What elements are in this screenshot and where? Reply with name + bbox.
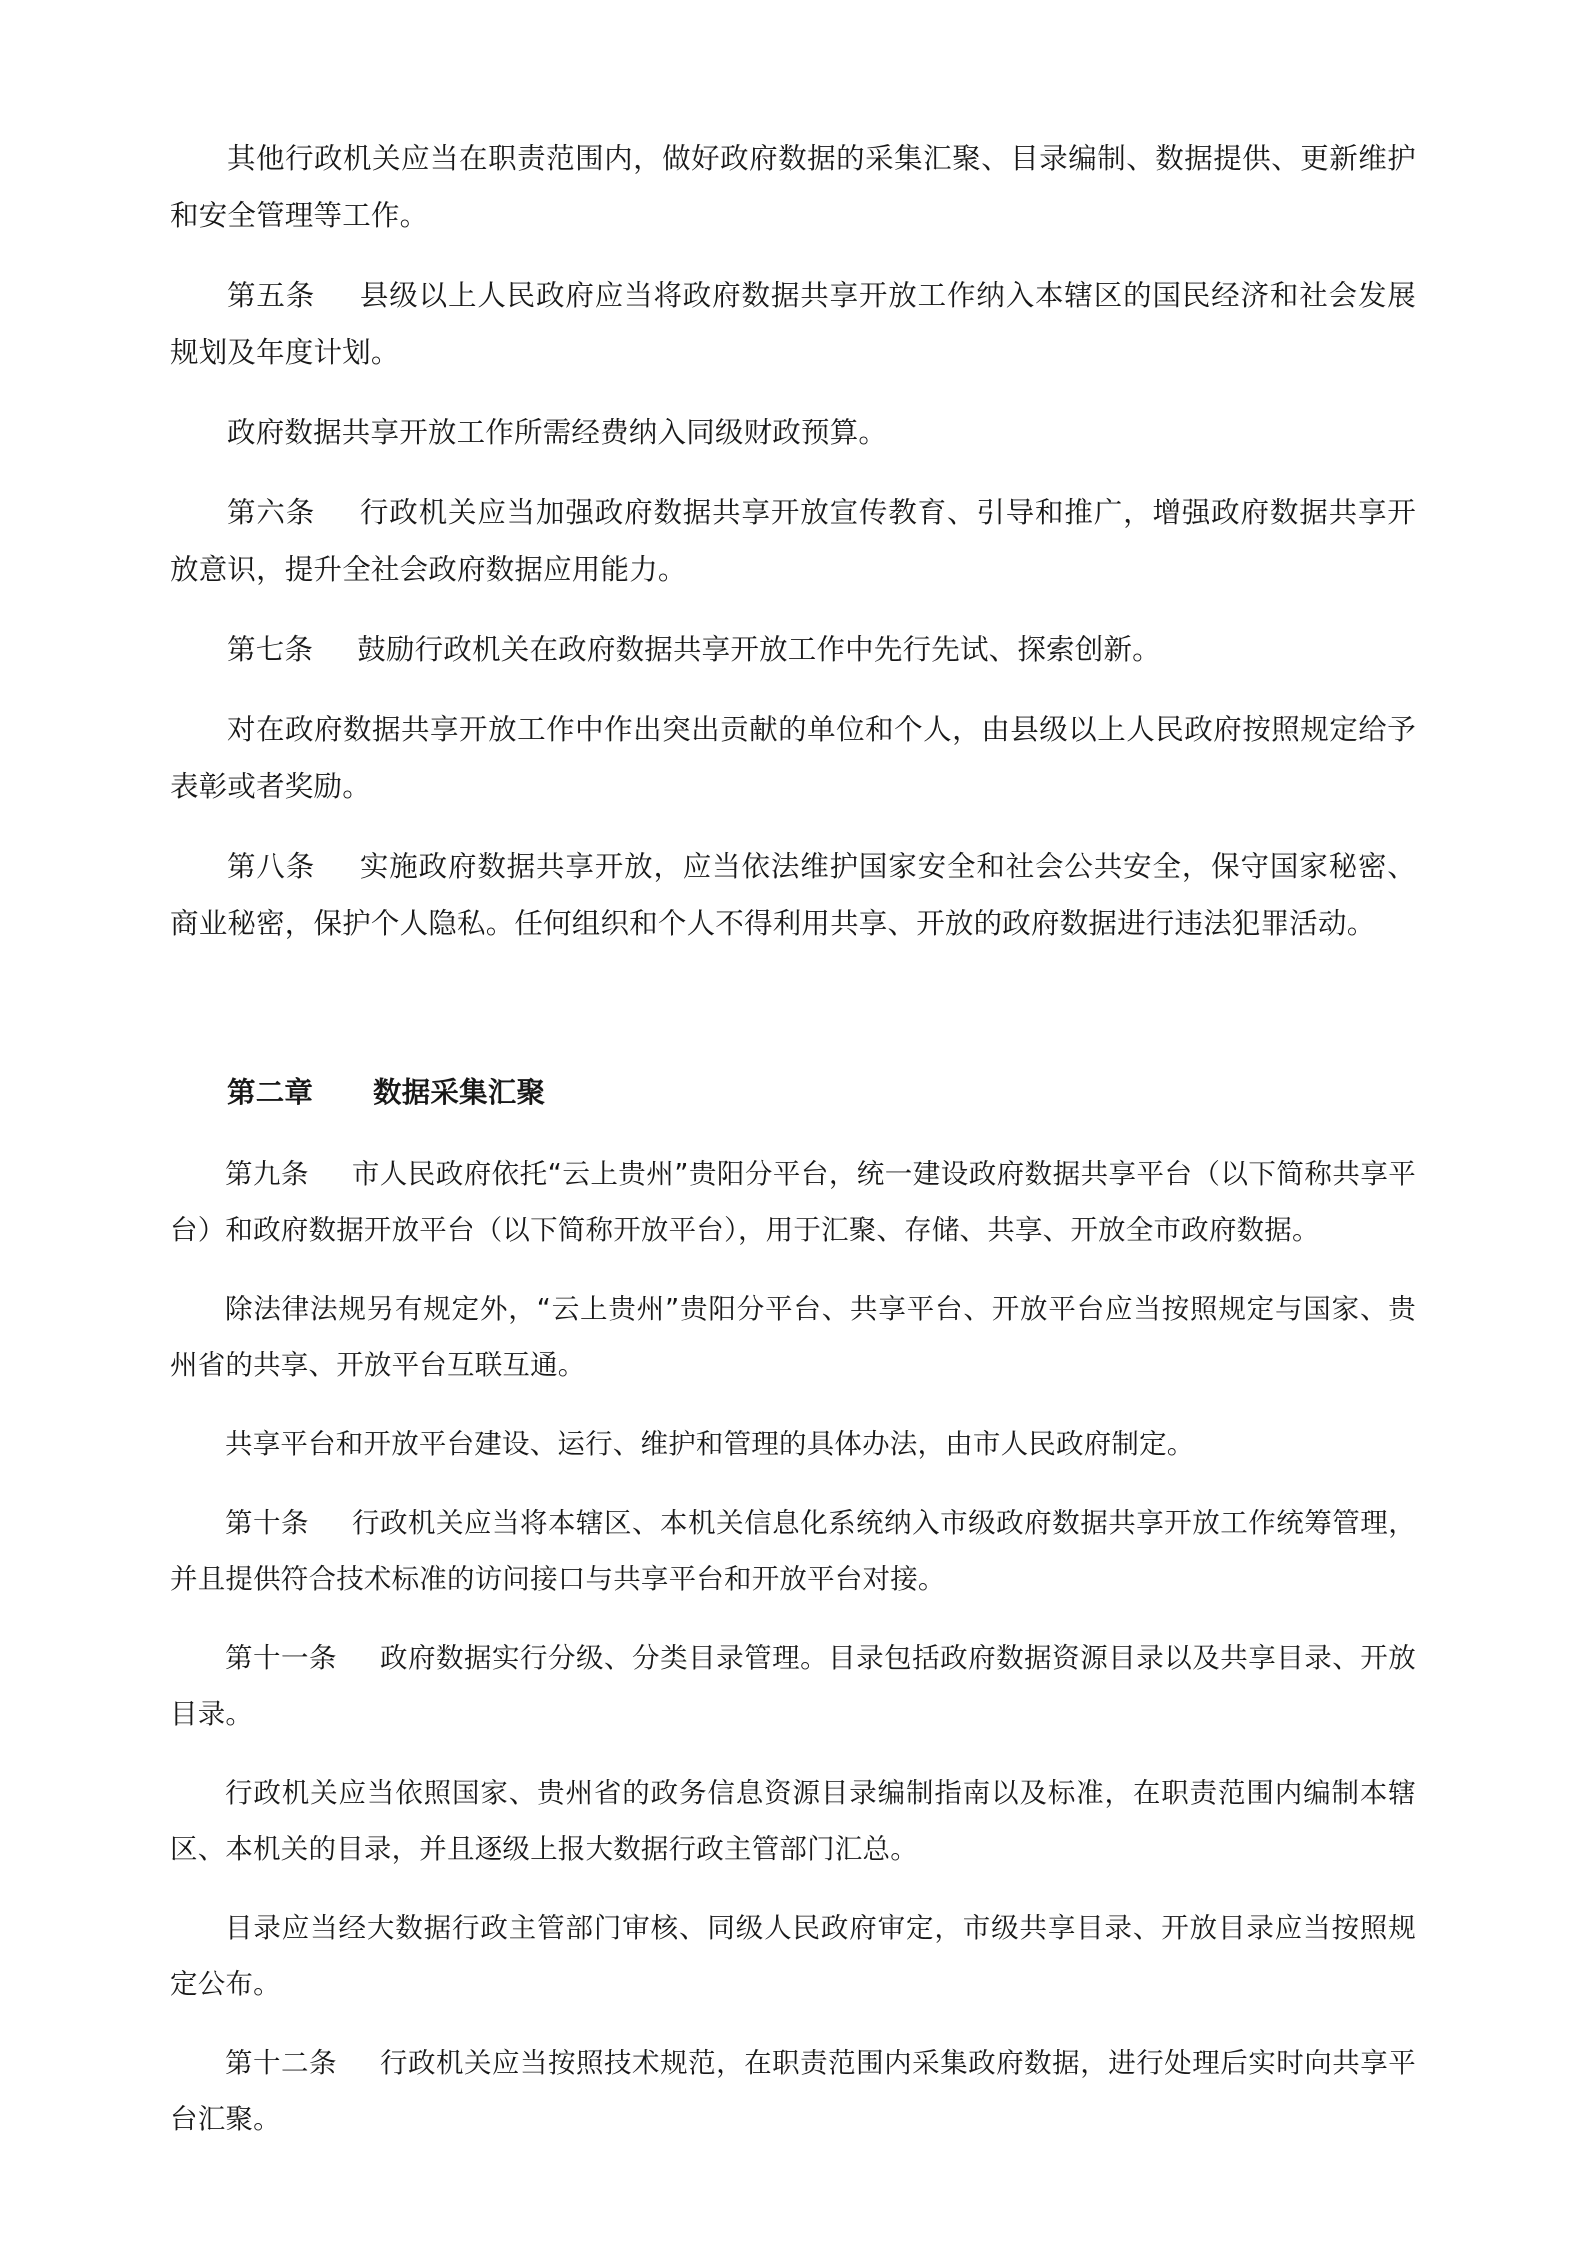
paragraph-catalog-compile: [170, 1765, 1416, 1877]
paragraph-text: 对在政府数据共享开放工作中作出突出贡献的单位和个人，由县级以上人民政府按照规定给予表彰或者奖励。: [170, 713, 1416, 803]
article-number: 第七条: [227, 633, 314, 666]
paragraph-text: 市人民政府依托“云上贵州”贵阳分平台，统一建设政府数据共享平台（以下简称共享平台）和政府数据开放平台（以下简称开放平台），用于汇聚、存储、共享、开放全市政府数据。: [170, 1158, 1416, 1246]
paragraph-text: 共享平台和开放平台建设、运行、维护和管理的具体办法，由市人民政府制定。: [225, 1428, 1195, 1460]
paragraph-text: 其他行政机关应当在职责范围内，做好政府数据的采集汇聚、目录编制、数据提供、更新维护和安全管理等工作。: [170, 142, 1416, 232]
article-number: 第十二条: [225, 2047, 338, 2079]
paragraph-text: 行政机关应当依照国家、贵州省的政务信息资源目录编制指南以及标准，在职责范围内编制本辖区、本机关的目录，并且逐级上报大数据行政主管部门汇总。: [170, 1777, 1416, 1865]
section-one: [170, 130, 1416, 952]
paragraph-platform-rules: [170, 1416, 1416, 1472]
paragraph-article-7: [170, 621, 1416, 678]
article-number: 第八条: [227, 850, 316, 883]
chapter-heading: [170, 1064, 1416, 1121]
paragraph-budget: [170, 404, 1416, 461]
paragraph-article-6: [170, 484, 1416, 598]
paragraph-article-8: [170, 838, 1416, 952]
paragraph-text: 政府数据共享开放工作所需经费纳入同级财政预算。: [227, 416, 888, 449]
paragraph-article-10: [170, 1495, 1416, 1607]
paragraph-article-11: [170, 1630, 1416, 1742]
chapter-spacer-bottom: [170, 1121, 1416, 1146]
paragraph-text: 除法律法规另有规定外，“云上贵州”贵阳分平台、共享平台、开放平台应当按照规定与国家、贵州省的共享、开放平台互联互通。: [170, 1293, 1416, 1381]
paragraph-text: 鼓励行政机关在政府数据共享开放工作中先行先试、探索创新。: [357, 633, 1161, 666]
paragraph-article-5: [170, 267, 1416, 381]
article-number: 第六条: [227, 496, 316, 529]
article-number: 第五条: [227, 279, 316, 312]
paragraph-text: 行政机关应当将本辖区、本机关信息化系统纳入市级政府数据共享开放工作统筹管理，并且提供符合技术标准的访问接口与共享平台和开放平台对接。: [170, 1507, 1416, 1595]
article-number: 第九条: [225, 1158, 309, 1190]
chapter-spacer-top: [170, 952, 1416, 1064]
paragraph-text: 行政机关应当加强政府数据共享开放宣传教育、引导和推广，增强政府数据共享开放意识，提升全社会政府数据应用能力。: [170, 496, 1417, 586]
paragraph-article-9: [170, 1146, 1416, 1258]
section-two: [170, 1146, 1416, 2147]
paragraph-text: 目录应当经大数据行政主管部门审核、同级人民政府审定，市级共享目录、开放目录应当按照规定公布。: [170, 1912, 1416, 2000]
paragraph-text: 县级以上人民政府应当将政府数据共享开放工作纳入本辖区的国民经济和社会发展规划及年度计划。: [170, 279, 1417, 369]
article-number: 第十一条: [225, 1642, 338, 1674]
paragraph-text: 政府数据实行分级、分类目录管理。目录包括政府数据资源目录以及共享目录、开放目录。: [170, 1642, 1416, 1730]
paragraph-article-12: [170, 2035, 1416, 2147]
paragraph-interconnect: [170, 1281, 1416, 1393]
document-body: [170, 130, 1416, 2147]
article-number: 第十条: [225, 1507, 310, 1539]
chapter-number: 第二章: [227, 1075, 314, 1109]
chapter-title: 数据采集汇聚: [372, 1075, 546, 1109]
paragraph-text: 行政机关应当按照技术规范，在职责范围内采集政府数据，进行处理后实时向共享平台汇聚。: [170, 2047, 1416, 2135]
paragraph-other-agencies: [170, 130, 1416, 244]
paragraph-text: 实施政府数据共享开放，应当依法维护国家安全和社会公共安全，保守国家秘密、商业秘密，保护个人隐私。任何组织和个人不得利用共享、开放的政府数据进行违法犯罪活动。: [170, 850, 1417, 940]
paragraph-catalog-review: [170, 1900, 1416, 2012]
paragraph-award: [170, 701, 1416, 815]
